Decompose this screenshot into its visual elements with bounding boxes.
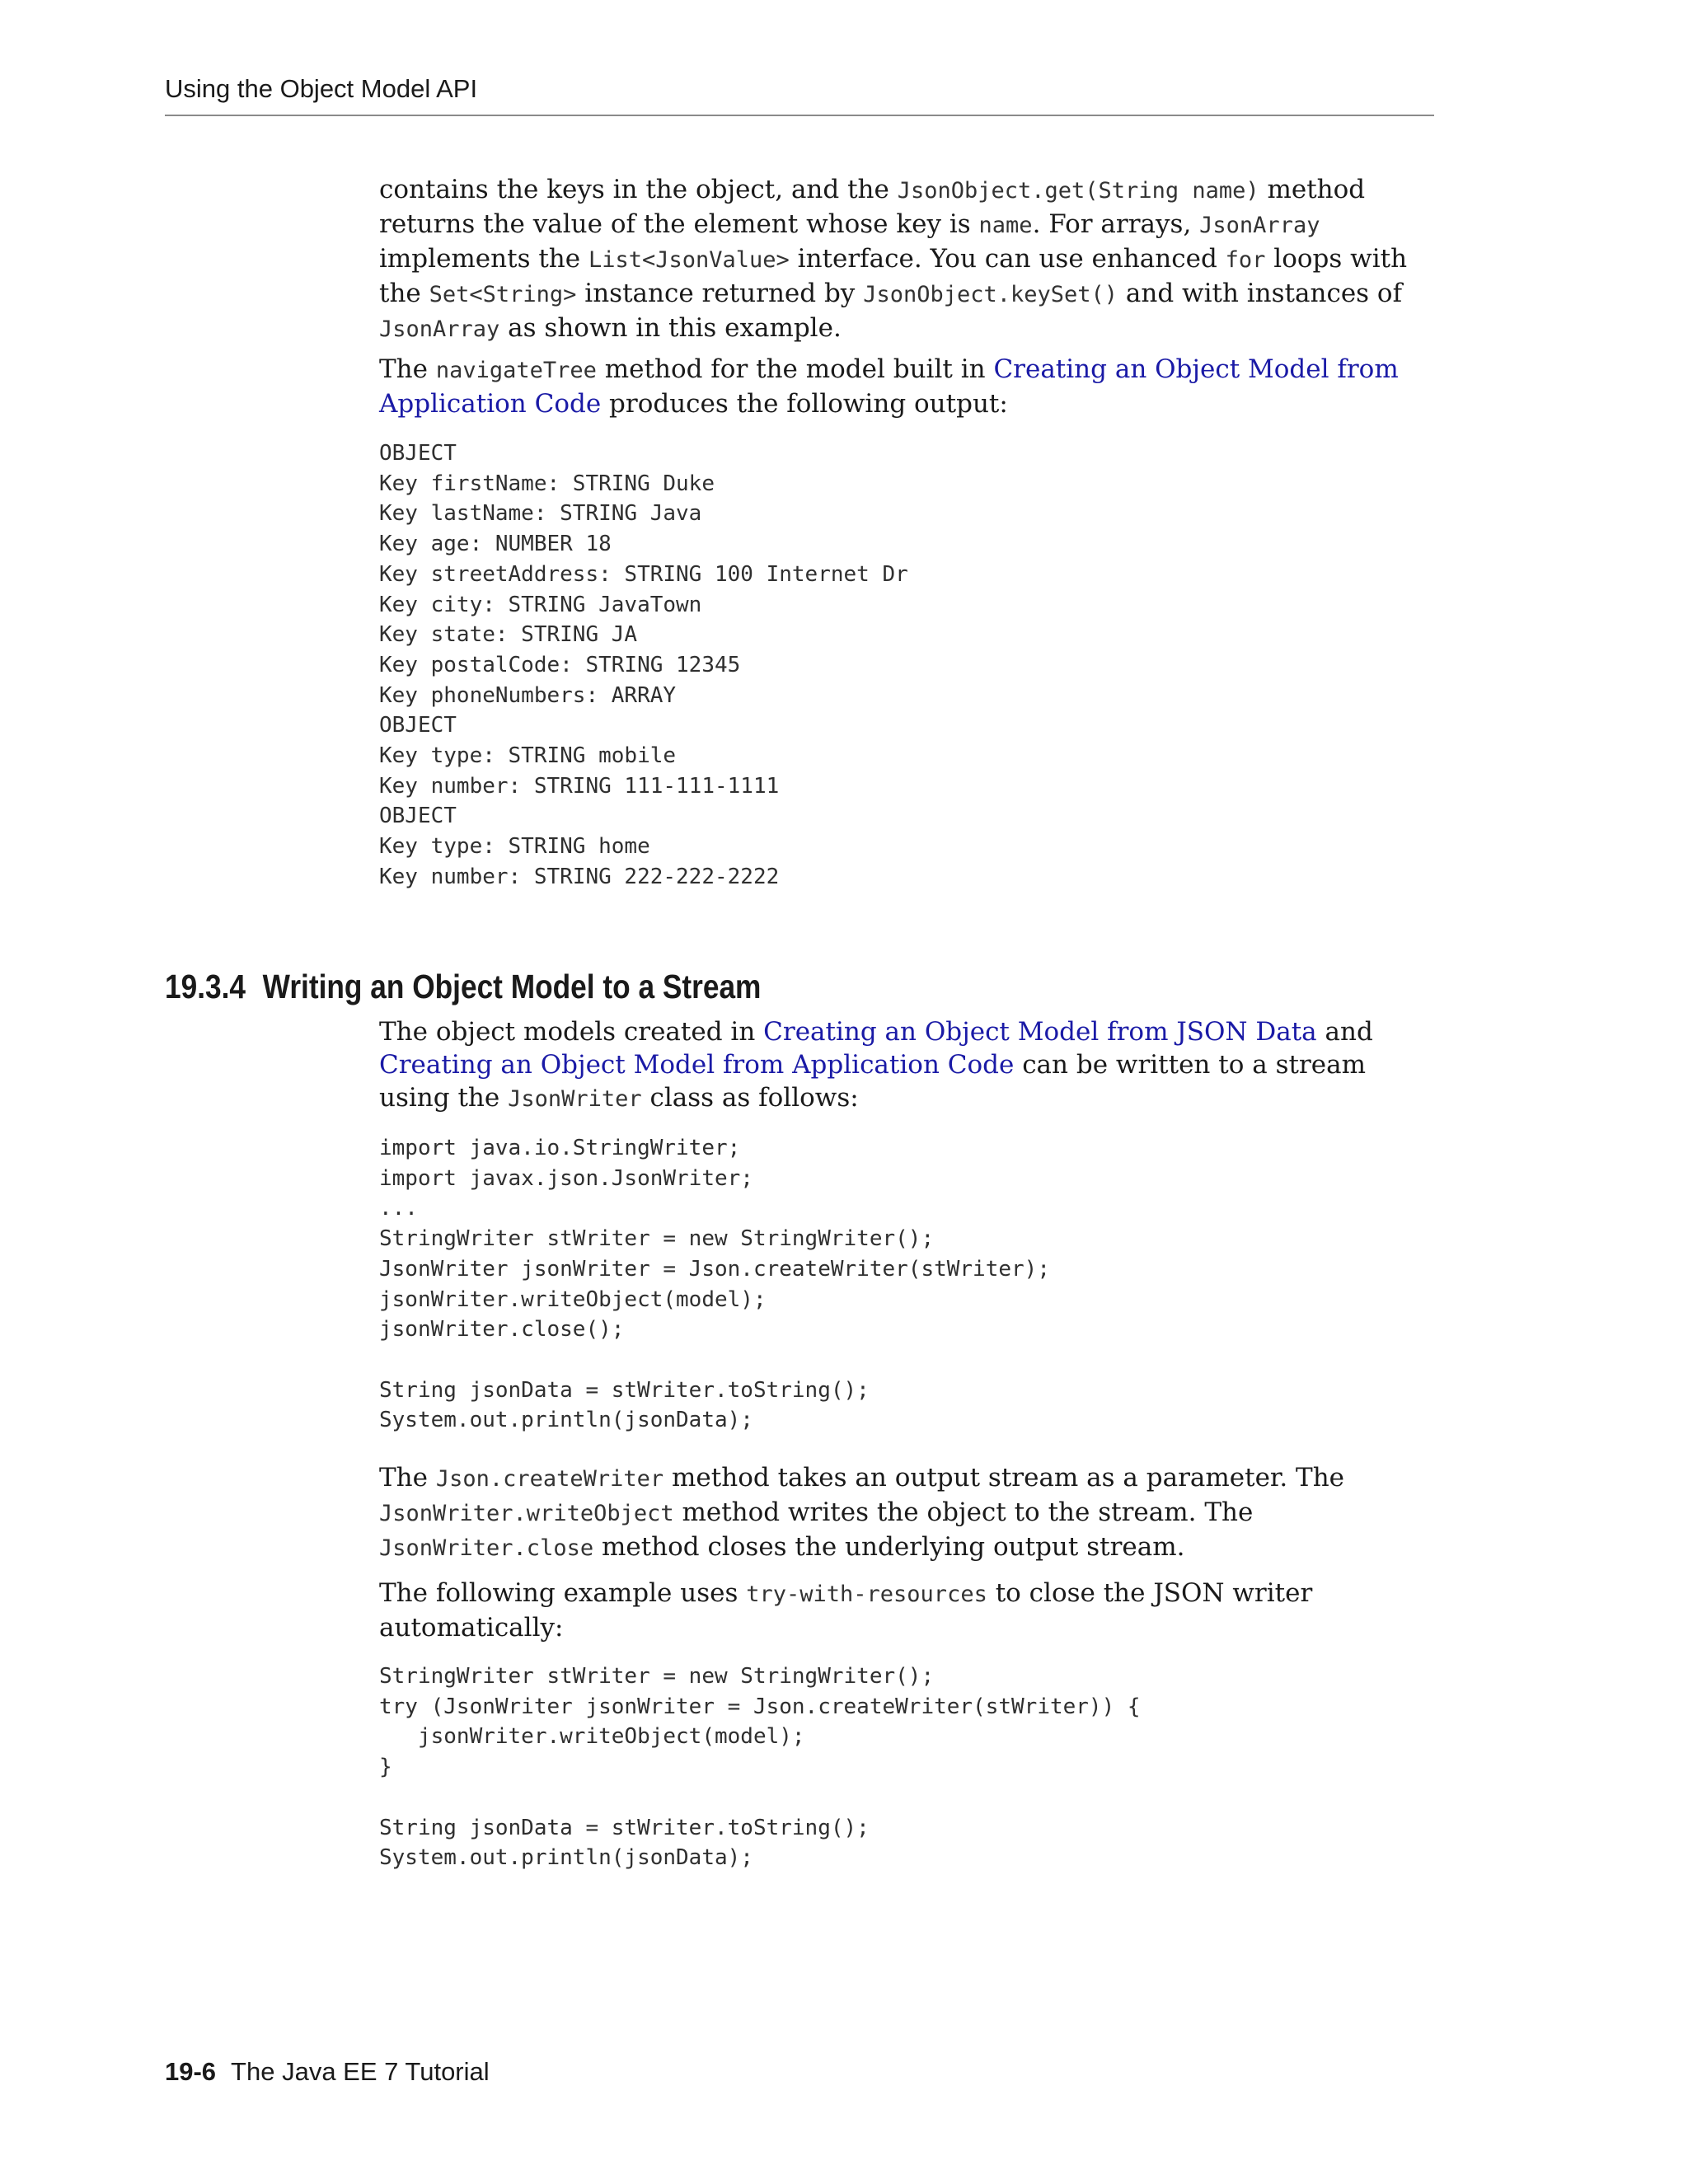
paragraph-text: The object models created in Creating an Object Model from JSON Data and Creating an Object Model from Application Code can be written to a stream using the JsonWriter class as follows: bbox=[379, 1017, 1373, 1113]
inline-code: name bbox=[978, 213, 1033, 238]
paragraph-createwriter-explanation bbox=[379, 1461, 1442, 1565]
inline-code: try-with-resources bbox=[746, 1582, 987, 1607]
inline-code: for bbox=[1225, 247, 1266, 273]
paragraph-writing-intro bbox=[379, 1015, 1442, 1116]
page-number: 19-6 bbox=[165, 2057, 217, 2086]
navigatetree-output-block: OBJECT Key firstName: STRING Duke Key lastName: STRING Java Key age: NUMBER 18 Key streetAddress: STRING 100 Internet Dr Key city: STRING JavaTown Key state: STRING JA Key postalCode: STRING 12345 Key phoneNumbers: ARRAY OBJECT Key type: STRING mobile Key number: STRING 111-111-1111 OBJECT Key type: STRING home Key number: STRING 222-222-2222 bbox=[379, 441, 908, 889]
inline-code: JsonArray bbox=[379, 316, 500, 342]
running-header-title: Using the Object Model API bbox=[165, 74, 478, 103]
paragraph-text: The Json.createWriter method takes an output stream as a parameter. The JsonWriter.writeObject method writes the object to the stream. The JsonWriter.close method closes the underlying output stream. bbox=[379, 1463, 1345, 1562]
inline-code: JsonObject.keySet() bbox=[863, 282, 1118, 307]
paragraph-try-with-resources-intro bbox=[379, 1577, 1442, 1644]
paragraph-keyset-explanation bbox=[379, 173, 1442, 346]
inline-code: JsonObject.get(String name) bbox=[897, 178, 1259, 204]
page-footer bbox=[165, 2055, 490, 2088]
paragraph-text: The following example uses try-with-resources to close the JSON writer automatically: bbox=[379, 1578, 1313, 1643]
paragraph-text: The navigateTree method for the model built in Creating an Object Model from Application Code produces the following output: bbox=[379, 354, 1399, 419]
inline-code: JsonWriter bbox=[508, 1086, 642, 1112]
section-heading bbox=[165, 963, 761, 1010]
paragraph-text: contains the keys in the object, and the JsonObject.get(String name) method returns the value of the element whose key is name. For arrays, JsonArray implements the List<JsonValue> interface. You can use enhanced for loops with the Set<String> instance returned by JsonObject.keySet() and with instances of JsonArray as shown in this example. bbox=[379, 175, 1408, 343]
link-creating-object-model-from-application-code[interactable]: Creating an Object Model from Application Code bbox=[379, 354, 1399, 419]
paragraph-navigatetree-output-intro bbox=[379, 353, 1442, 420]
inline-code: Json.createWriter bbox=[435, 1466, 664, 1492]
section-title: Writing an Object Model to a Stream bbox=[262, 968, 762, 1005]
link-creating-object-model-from-json-data[interactable]: Creating an Object Model from JSON Data bbox=[763, 1017, 1317, 1047]
section-number: 19.3.4 bbox=[165, 968, 246, 1005]
header-rule bbox=[165, 115, 1434, 116]
inline-code: Set<String> bbox=[429, 282, 577, 307]
inline-code: List<JsonValue> bbox=[588, 247, 790, 273]
inline-code: navigateTree bbox=[435, 358, 597, 383]
code-block-try-with-resources-example: StringWriter stWriter = new StringWriter(); try (JsonWriter jsonWriter = Json.createWriter(stWriter)) { jsonWriter.writeObject(model); } String jsonData = stWriter.toString(); System.out.println(jsonData); bbox=[379, 1664, 1141, 1871]
inline-code: JsonWriter.close bbox=[379, 1535, 594, 1561]
book-title: The Java EE 7 Tutorial bbox=[231, 2057, 490, 2086]
link-creating-object-model-from-application-code[interactable]: Creating an Object Model from Application Code bbox=[379, 1050, 1015, 1080]
inline-code: JsonWriter.writeObject bbox=[379, 1501, 674, 1526]
inline-code: JsonArray bbox=[1199, 213, 1320, 238]
code-block-jsonwriter-example: import java.io.StringWriter; import javax.json.JsonWriter; ... StringWriter stWriter = new StringWriter(); JsonWriter jsonWriter = Json.createWriter(stWriter); jsonWriter.writeObject(model); jsonWriter.close(); String jsonData = stWriter.toString(); System.out.println(jsonData); bbox=[379, 1136, 1050, 1433]
